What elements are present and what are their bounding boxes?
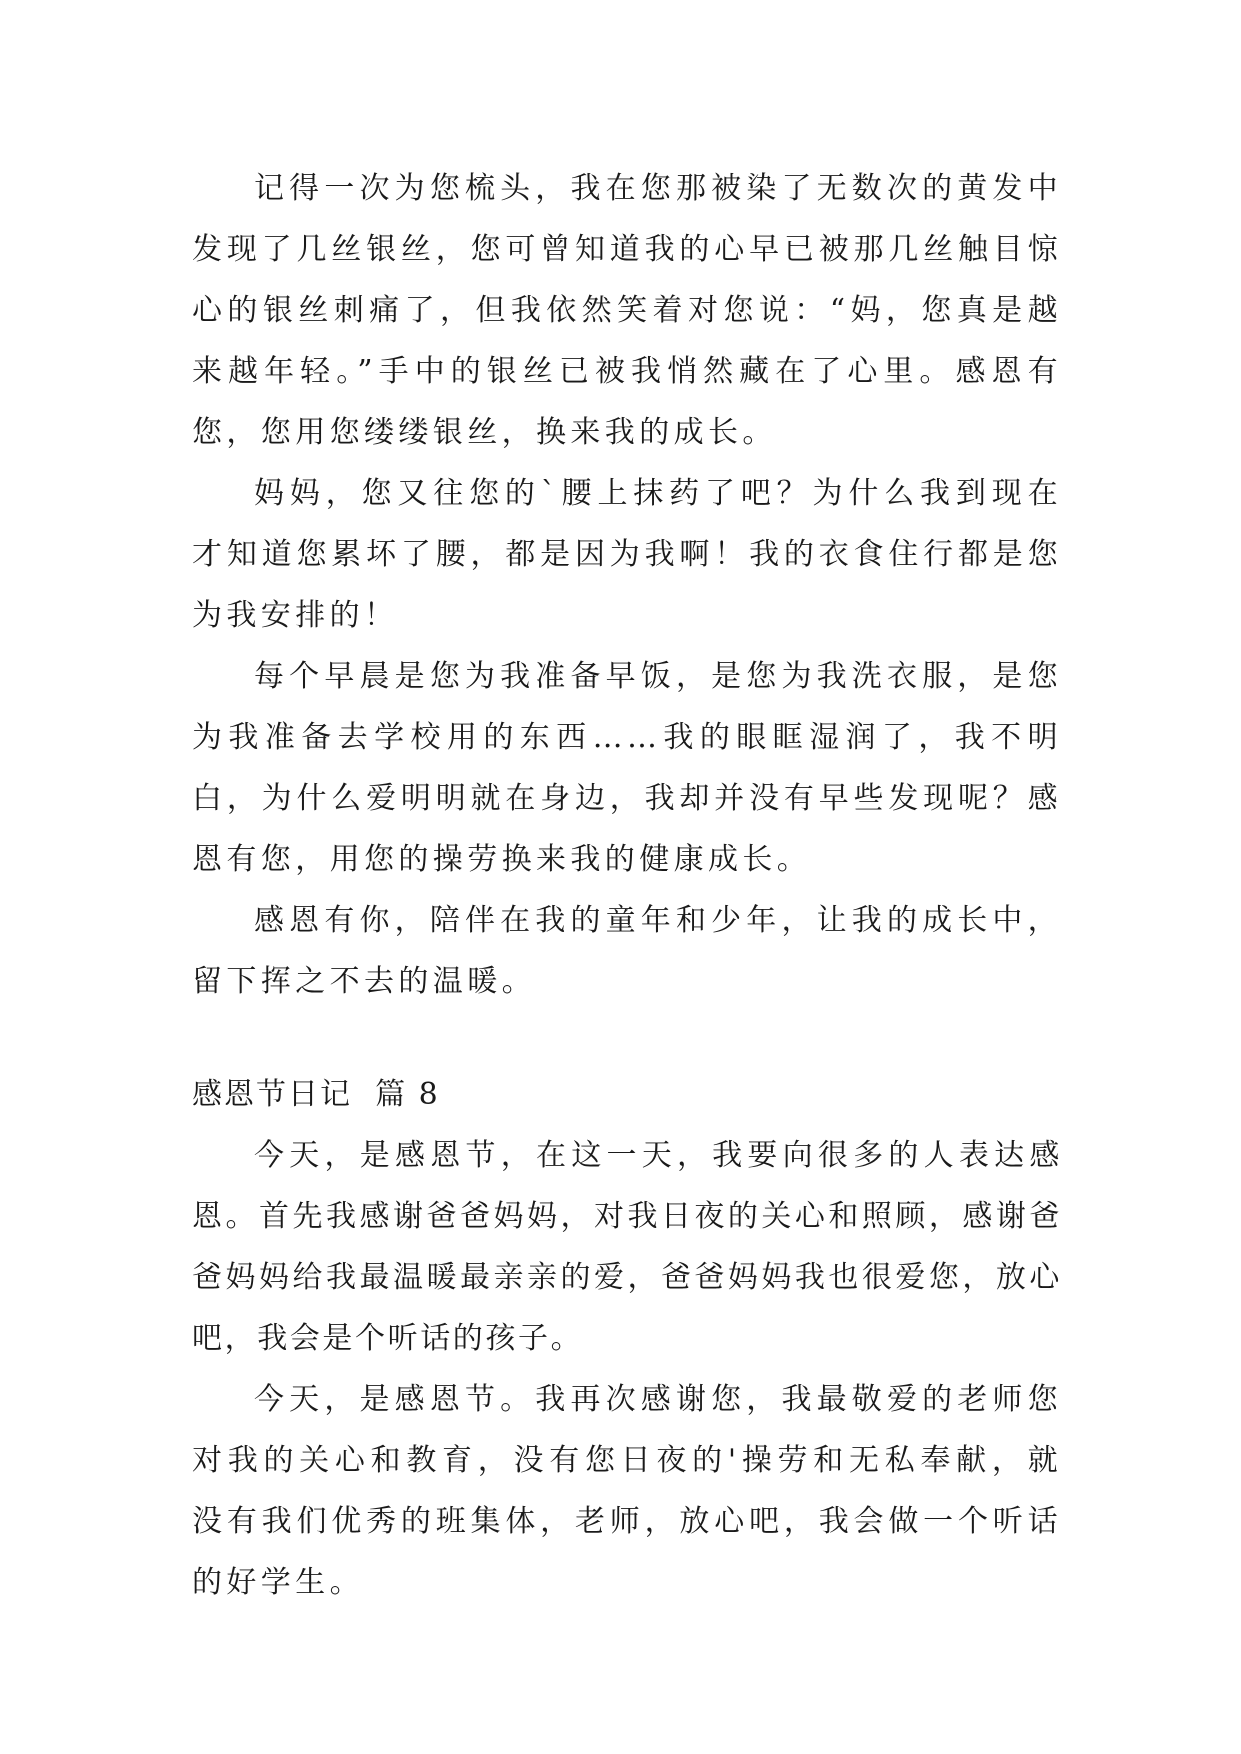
- paragraph-thanksgiving-teacher: 今天，是感恩节。我再次感谢您，我最敬爱的老师您对我的关心和教育，没有您日夜的'操劳和无私奉献，就没有我们优秀的班集体，老师，放心吧，我会做一个听话的好学生。: [192, 1382, 1062, 1600]
- paragraph-silver-hair: 记得一次为您梳头，我在您那被染了无数次的黄发中发现了几丝银丝，您可曾知道我的心早已被那几丝触目惊心的银丝刺痛了，但我依然笑着对您说：“妈，您真是越来越年轻。”手中的银丝已被我悄然藏在了心里。感恩有您，您用您缕缕银丝，换来我的成长。: [192, 171, 1062, 450]
- paragraph-gratitude-warmth: 感恩有你，陪伴在我的童年和少年，让我的成长中，留下挥之不去的温暖。: [192, 903, 1062, 999]
- paragraph-thanksgiving-parents: 今天，是感恩节，在这一天，我要向很多的人表达感恩。首先我感谢爸爸妈妈，对我日夜的关心和照顾，感谢爸爸妈妈给我最温暖最亲亲的爱，爸爸妈妈我也很爱您，放心吧，我会是个听话的孩子。: [192, 1138, 1062, 1356]
- paragraph-every-morning: 每个早晨是您为我准备早饭，是您为我洗衣服，是您为我准备去学校用的东西……我的眼眶湿润了，我不明白，为什么爱明明就在身边，我却并没有早些发现呢？感恩有您，用您的操劳换来我的健康成长。: [192, 659, 1062, 877]
- paragraph-mother-back: 妈妈，您又往您的`腰上抹药了吧？为什么我到现在才知道您累坏了腰，都是因为我啊！我的衣食住行都是您为我安排的！: [192, 476, 1062, 633]
- document-page: [192, 158, 1062, 1613]
- section-heading: 感恩节日记 篇 8: [192, 1077, 440, 1112]
